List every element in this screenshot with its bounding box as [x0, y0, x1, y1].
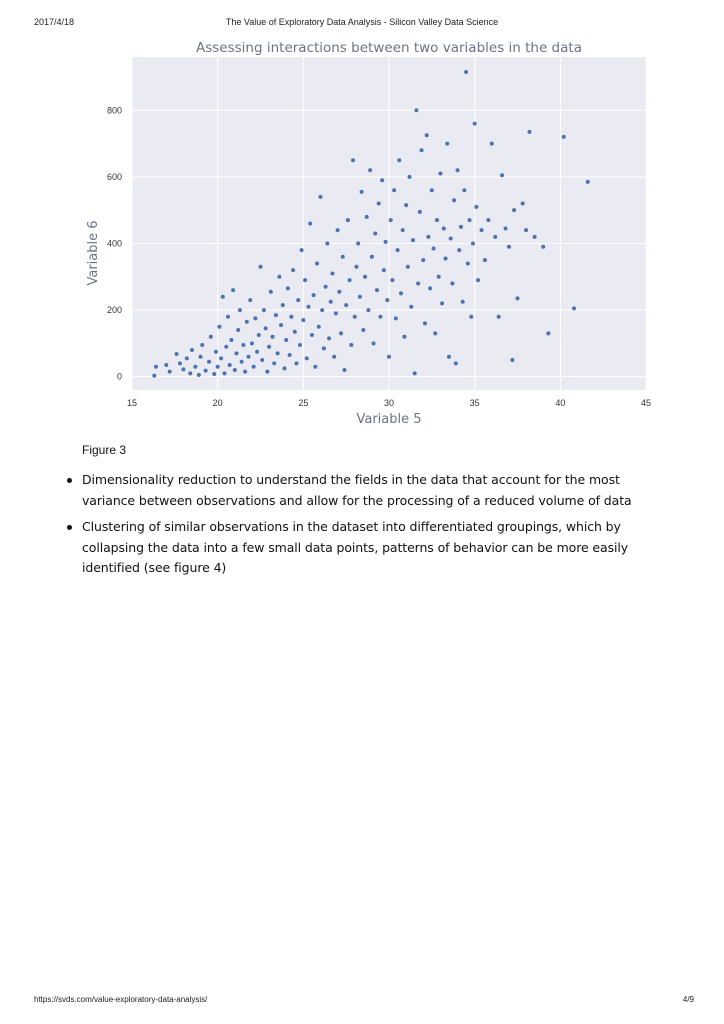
data-point: [474, 205, 478, 209]
data-point: [572, 306, 576, 310]
data-point: [341, 255, 345, 259]
data-point: [274, 313, 278, 317]
data-point: [456, 168, 460, 172]
data-point: [445, 142, 449, 146]
data-point: [342, 368, 346, 372]
data-point: [361, 328, 365, 332]
data-point: [267, 345, 271, 349]
data-point: [366, 308, 370, 312]
data-point: [462, 188, 466, 192]
data-point: [365, 215, 369, 219]
data-point: [317, 325, 321, 329]
x-tick-label: 30: [383, 398, 395, 408]
data-point: [277, 275, 281, 279]
data-point: [308, 222, 312, 226]
data-point: [226, 315, 230, 319]
x-tick-label: 20: [212, 398, 223, 408]
data-point: [257, 333, 261, 337]
data-point: [466, 261, 470, 265]
data-point: [442, 226, 446, 230]
data-point: [380, 178, 384, 182]
data-point: [238, 308, 242, 312]
data-point: [289, 315, 293, 319]
data-point: [377, 202, 381, 206]
data-point: [402, 335, 406, 339]
data-point: [306, 305, 310, 309]
data-point: [416, 281, 420, 285]
data-point: [310, 333, 314, 337]
data-point: [360, 190, 364, 194]
x-tick-label: 45: [640, 398, 652, 408]
data-point: [512, 208, 516, 212]
data-point: [507, 245, 511, 249]
x-tick-label: 25: [298, 398, 309, 408]
x-axis-label: Variable 5: [356, 412, 422, 427]
data-point: [236, 328, 240, 332]
x-tick-label: 40: [555, 398, 566, 408]
print-date: 2017/4/18: [34, 17, 75, 27]
data-point: [219, 356, 223, 360]
data-point: [356, 241, 360, 245]
data-point: [178, 361, 182, 365]
data-point: [228, 363, 232, 367]
data-point: [414, 108, 418, 112]
data-point: [264, 326, 268, 330]
y-tick-label: 200: [106, 305, 122, 316]
data-point: [298, 343, 302, 347]
data-point: [235, 351, 239, 355]
data-point: [432, 246, 436, 250]
data-point: [175, 352, 179, 356]
data-point: [452, 198, 456, 202]
data-point: [284, 338, 288, 342]
data-point: [312, 293, 316, 297]
x-tick-labels: [127, 398, 651, 408]
data-point: [330, 271, 334, 275]
data-point: [533, 235, 537, 239]
data-point: [339, 331, 343, 335]
data-point: [382, 268, 386, 272]
data-point: [390, 278, 394, 282]
data-point: [327, 336, 331, 340]
data-point: [358, 295, 362, 299]
data-point: [224, 345, 228, 349]
data-point: [294, 361, 298, 365]
data-point: [262, 308, 266, 312]
data-point: [437, 275, 441, 279]
data-point: [337, 290, 341, 294]
data-point: [423, 321, 427, 325]
data-point: [214, 350, 218, 354]
data-point: [282, 366, 286, 370]
footer-url: https://svds.com/value-exploratory-data-analysis/: [34, 995, 208, 1004]
data-point: [389, 218, 393, 222]
data-point: [269, 290, 273, 294]
data-point: [221, 295, 225, 299]
y-axis-label: Variable 6: [86, 220, 101, 286]
data-point: [447, 355, 451, 359]
data-point: [420, 148, 424, 152]
data-point: [250, 341, 254, 345]
y-tick-label: 600: [106, 171, 122, 182]
data-point: [260, 358, 264, 362]
data-point: [346, 218, 350, 222]
data-point: [351, 158, 355, 162]
data-point: [401, 228, 405, 232]
data-point: [344, 303, 348, 307]
data-point: [188, 371, 192, 375]
data-point: [433, 331, 437, 335]
data-point: [241, 343, 245, 347]
data-point: [209, 335, 213, 339]
data-point: [418, 210, 422, 214]
bullet-list: [82, 470, 652, 585]
data-point: [322, 346, 326, 350]
x-tick-label: 35: [469, 398, 480, 408]
x-tick-label: 15: [126, 398, 138, 408]
data-point: [303, 278, 307, 282]
data-point: [430, 188, 434, 192]
data-point: [493, 235, 497, 239]
data-point: [586, 180, 590, 184]
data-point: [152, 374, 156, 378]
data-point: [349, 343, 353, 347]
data-point: [279, 323, 283, 327]
data-point: [378, 315, 382, 319]
data-point: [490, 142, 494, 146]
data-point: [375, 288, 379, 292]
data-point: [392, 188, 396, 192]
data-point: [240, 360, 244, 364]
data-point: [229, 338, 233, 342]
data-point: [255, 350, 259, 354]
data-point: [272, 361, 276, 365]
y-tick-labels: [107, 105, 122, 381]
data-point: [459, 225, 463, 229]
data-point: [259, 265, 263, 269]
data-point: [281, 303, 285, 307]
data-point: [181, 367, 185, 371]
data-point: [394, 316, 398, 320]
data-point: [324, 285, 328, 289]
data-point: [293, 330, 297, 334]
data-point: [315, 261, 319, 265]
data-point: [524, 228, 528, 232]
chart-title: Assessing interactions between two variables in the data: [196, 40, 582, 56]
data-point: [217, 325, 221, 329]
data-point: [291, 268, 295, 272]
data-point: [562, 135, 566, 139]
data-point: [473, 122, 477, 126]
data-point: [546, 331, 550, 335]
data-point: [270, 335, 274, 339]
data-point: [336, 228, 340, 232]
data-point: [348, 278, 352, 282]
data-point: [426, 235, 430, 239]
data-point: [252, 365, 256, 369]
data-point: [204, 369, 208, 373]
data-point: [469, 315, 473, 319]
data-point: [516, 296, 520, 300]
data-point: [483, 258, 487, 262]
data-point: [504, 226, 508, 230]
data-point: [168, 370, 172, 374]
data-point: [354, 265, 358, 269]
data-point: [193, 365, 197, 369]
data-point: [409, 305, 413, 309]
data-point: [332, 355, 336, 359]
data-point: [197, 373, 201, 377]
data-point: [154, 365, 158, 369]
data-point: [245, 320, 249, 324]
data-point: [207, 360, 211, 364]
data-point: [216, 365, 220, 369]
data-point: [296, 298, 300, 302]
data-point: [276, 351, 280, 355]
data-point: [421, 258, 425, 262]
data-point: [286, 286, 290, 290]
data-point: [223, 371, 227, 375]
data-point: [397, 158, 401, 162]
data-point: [480, 228, 484, 232]
data-point: [329, 300, 333, 304]
data-point: [288, 353, 292, 357]
data-point: [396, 248, 400, 252]
data-point: [435, 218, 439, 222]
data-point: [190, 348, 194, 352]
data-point: [372, 341, 376, 345]
data-point: [305, 356, 309, 360]
data-point: [428, 286, 432, 290]
data-point: [368, 168, 372, 172]
data-point: [404, 203, 408, 207]
data-point: [440, 301, 444, 305]
data-point: [413, 371, 417, 375]
data-point: [449, 236, 453, 240]
y-tick-label: 400: [106, 238, 122, 249]
data-point: [212, 372, 216, 376]
data-point: [476, 278, 480, 282]
data-point: [425, 133, 429, 137]
data-point: [233, 368, 237, 372]
data-point: [243, 370, 247, 374]
data-point: [385, 298, 389, 302]
data-point: [468, 218, 472, 222]
data-point: [164, 363, 168, 367]
data-point: [464, 70, 468, 74]
data-point: [510, 358, 514, 362]
data-point: [363, 275, 367, 279]
data-point: [457, 248, 461, 252]
data-point: [384, 240, 388, 244]
data-point: [486, 218, 490, 222]
data-point: [497, 315, 501, 319]
page-number: 4/9: [682, 995, 694, 1004]
data-point: [253, 316, 257, 320]
data-point: [200, 343, 204, 347]
data-point: [325, 241, 329, 245]
data-point: [373, 231, 377, 235]
data-point: [461, 300, 465, 304]
data-point: [247, 355, 251, 359]
data-point: [353, 315, 357, 319]
data-point: [399, 291, 403, 295]
data-point: [450, 281, 454, 285]
figure-caption: Figure 3: [82, 443, 127, 457]
data-point: [541, 245, 545, 249]
data-point: [185, 356, 189, 360]
y-tick-label: 0: [116, 371, 122, 382]
data-point: [444, 256, 448, 260]
y-tick-label: 800: [106, 105, 122, 116]
bullet-item: Clustering of similar observations in the dataset into differentiated groupings, which by collapsing the data into a few small data points, patterns of behavior can be more easily identified (see figure 4): [82, 517, 652, 579]
page-header-title: The Value of Exploratory Data Analysis - Silicon Valley Data Science: [225, 17, 499, 27]
data-point: [199, 355, 203, 359]
data-point: [231, 288, 235, 292]
data-point: [300, 248, 304, 252]
scatter-chart: [0, 30, 724, 435]
data-point: [320, 308, 324, 312]
data-point: [248, 298, 252, 302]
bullet-item: Dimensionality reduction to understand the fields in the data that account for the most variance between observations and allow for the processing of a reduced volume of data: [82, 470, 652, 511]
data-point: [370, 255, 374, 259]
data-point: [471, 241, 475, 245]
data-point: [500, 173, 504, 177]
data-point: [334, 311, 338, 315]
data-point: [318, 195, 322, 199]
data-point: [454, 361, 458, 365]
data-point: [521, 202, 525, 206]
data-point: [313, 365, 317, 369]
data-point: [527, 130, 531, 134]
data-point: [301, 318, 305, 322]
data-point: [438, 172, 442, 176]
data-point: [387, 355, 391, 359]
data-point: [408, 175, 412, 179]
data-point: [406, 265, 410, 269]
data-point: [411, 238, 415, 242]
data-point: [265, 370, 269, 374]
